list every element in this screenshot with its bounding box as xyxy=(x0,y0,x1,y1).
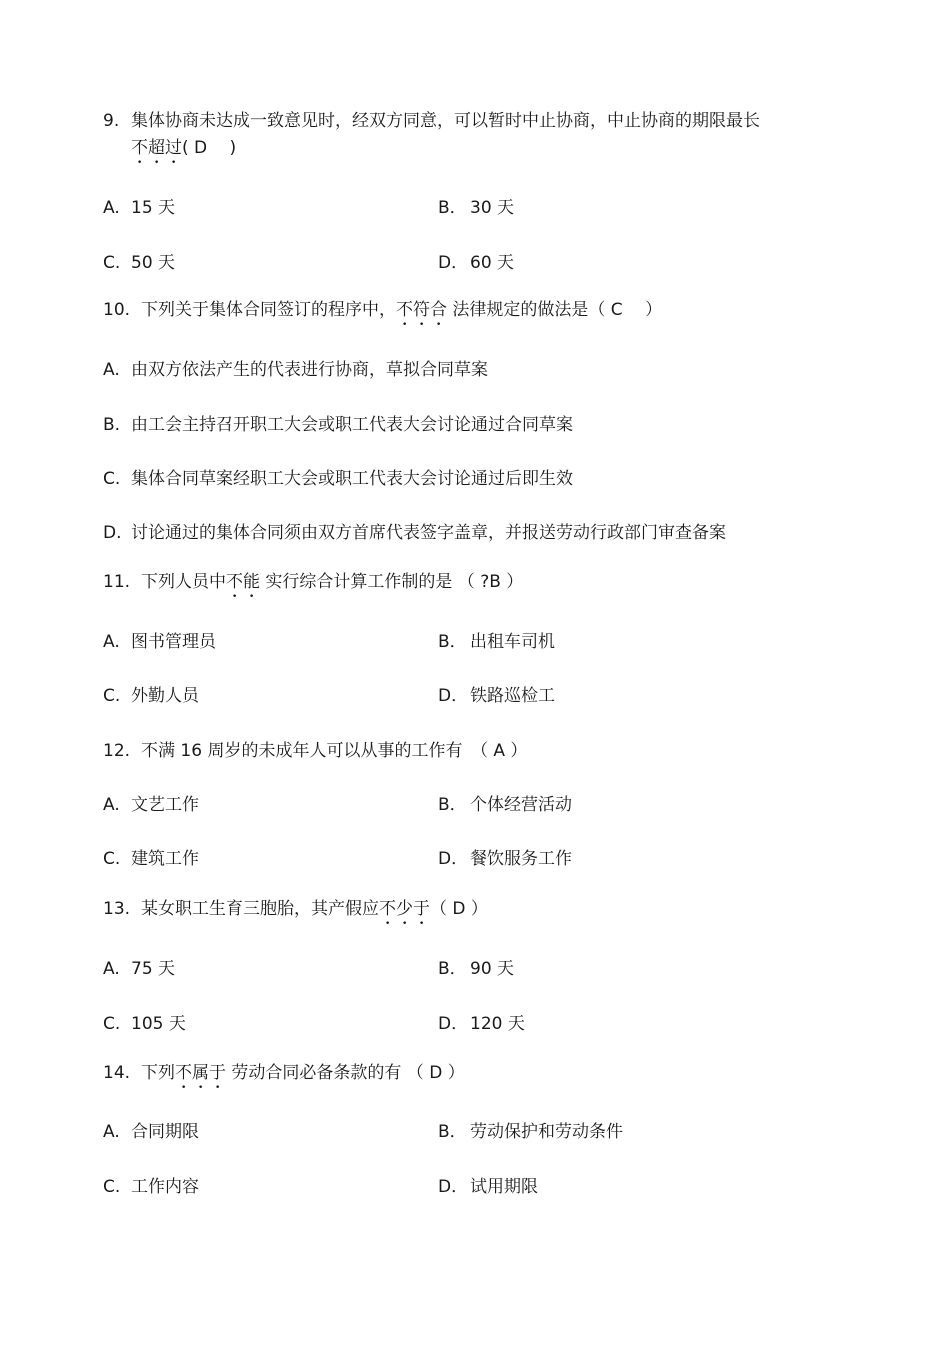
question-number: 9. xyxy=(103,111,120,131)
option-b: B． 个体经营活动 xyxy=(438,795,572,815)
option-a: A. 75 天 xyxy=(103,959,176,979)
option-c: C. 105 天 xyxy=(103,1014,186,1034)
option-c: C. 外勤人员 xyxy=(103,686,199,706)
question-number: 10. xyxy=(103,300,131,320)
option-a: A. 由双方依法产生的代表进行协商，草拟合同草案 xyxy=(103,360,488,380)
emphasized-text: 不符合 xyxy=(396,300,447,320)
emphasized-text: 不属于 xyxy=(175,1063,226,1083)
question-9-continued xyxy=(131,137,236,168)
question-9 xyxy=(103,110,760,132)
option-a: A. 合同期限 xyxy=(103,1122,199,1142)
option-d: D. 讨论通过的集体合同须由双方首席代表签字盖章，并报送劳动行政部门审查备案 xyxy=(103,523,726,543)
emphasized-text: 不少于 xyxy=(379,899,430,919)
option-b: B． 90 天 xyxy=(438,959,515,979)
question-number: 11. xyxy=(103,572,131,592)
option-c: C. 建筑工作 xyxy=(103,849,199,869)
question-13: 13. 某女职工生育三胞胎，其产假应不少于（ D ） xyxy=(103,899,488,919)
option-b: B． 30 天 xyxy=(438,198,515,218)
option-b: B． 劳动保护和劳动条件 xyxy=(438,1122,623,1142)
emphasized-text: 不能 xyxy=(226,572,260,592)
question-14: 14. 下列不属于 劳动合同必备条款的有 （ D ） xyxy=(103,1063,465,1083)
option-c: C. 工作内容 xyxy=(103,1177,199,1197)
question-10: 10. 下列关于集体合同签订的程序中，不符合 法律规定的做法是（ C ） xyxy=(103,300,663,320)
option-d: D． 120 天 xyxy=(438,1014,525,1034)
answer-bracket: ( D ) xyxy=(182,138,237,158)
question-number: 13. xyxy=(103,899,131,919)
option-d: D． 餐饮服务工作 xyxy=(438,849,572,869)
question-number: 14. xyxy=(103,1063,131,1083)
option-d: D． 60 天 xyxy=(438,253,515,273)
option-d: D． 试用期限 xyxy=(438,1177,538,1197)
question-text: 集体协商未达成一致意见时，经双方同意，可以暂时中止协商，中止协商的期限最长 xyxy=(131,111,760,131)
option-b: B． 出租车司机 xyxy=(438,632,555,652)
option-a: A. 图书管理员 xyxy=(103,632,216,652)
option-c: C. 50 天 xyxy=(103,253,176,273)
question-11: 11. 下列人员中不能 实行综合计算工作制的是 （ ?B ） xyxy=(103,572,524,592)
emphasized-text: 不超过 xyxy=(131,138,182,158)
option-a: A. 文艺工作 xyxy=(103,795,199,815)
question-12: 12. 不满 16 周岁的未成年人可以从事的工作有 （ A ） xyxy=(103,741,528,761)
option-d: D． 铁路巡检工 xyxy=(438,686,555,706)
option-c: C. 集体合同草案经职工大会或职工代表大会讨论通过后即生效 xyxy=(103,469,573,489)
option-a: A. 15 天 xyxy=(103,198,176,218)
question-number: 12. xyxy=(103,741,131,761)
option-b: B. 由工会主持召开职工大会或职工代表大会讨论通过合同草案 xyxy=(103,415,573,435)
